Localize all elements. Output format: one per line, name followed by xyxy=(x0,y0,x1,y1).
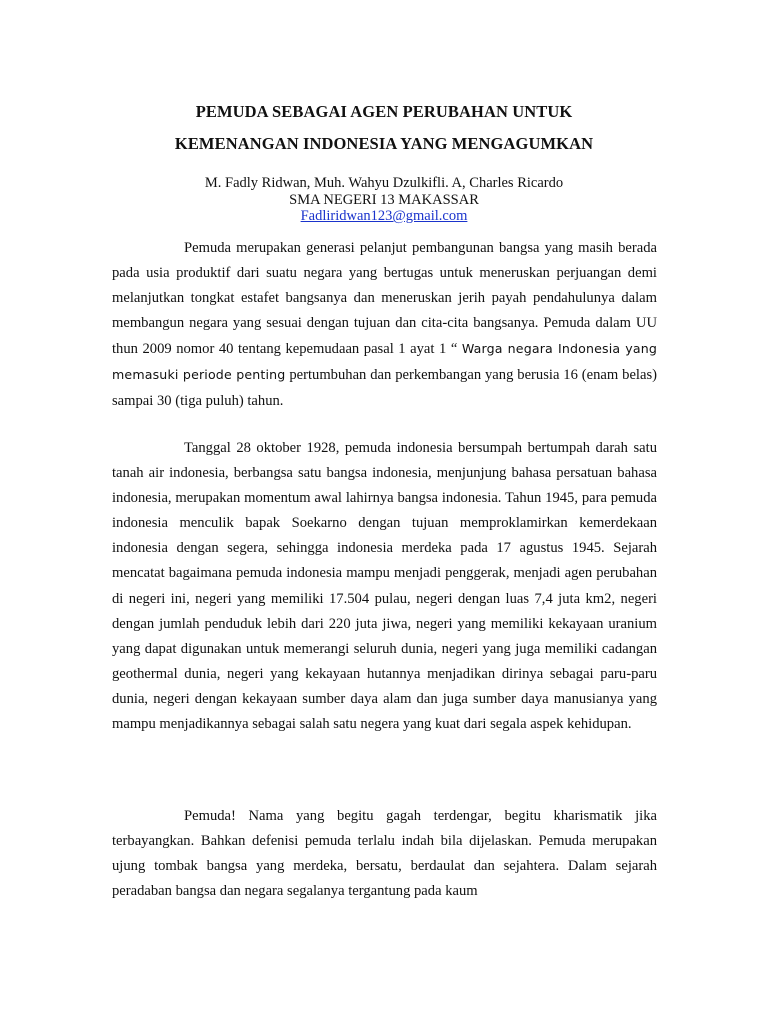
paragraph-2 xyxy=(112,436,657,737)
paragraph-1-text-a: Pemuda merupakan generasi pelanjut pembangunan bangsa yang masih berada pada usia produktif dari suatu negara yang bertugas untuk meneruskan perjuangan demi melanjutkan tongkat estafet bangsanya dan meneruskan jerih payah pendahulunya dalam membangun negara yang sesuai dengan tujuan dan cita-cita bangsanya. Pemuda dalam UU thun 2009 nomor 40 tentang kepemudaan pasal 1 ayat 1 “ xyxy=(112,240,657,358)
paragraph-2-text: Tanggal 28 oktober 1928, pemuda indonesia bersumpah bertumpah darah satu tanah air indonesia, berbangsa satu bangsa indonesia, menjunjung bahasa persatuan bahasa indonesia, merupakan momentum awal lahirnya bangsa indonesia. Tahun 1945, para pemuda indonesia menculik bapak Soekarno dengan tujuan memproklamirkan kemerdekaan indonesia dengan segera, sehingga indonesia merdeka pada 17 agustus 1945. Sejarah mencatat bagaimana pemuda indonesia mampu menjadi penggerak, menjadi agen perubahan di negeri ini, negeri yang memiliki 17.504 pulau, negeri dengan luas 7,4 juta km2, negeri dengan jumlah penduduk lebih dari 220 juta jiwa, negeri yang memiliki kekayaan uranium yang dapat digunakan untuk memerangi seluruh dunia, negeri yang juga memiliki cadangan geothermal dunia, negeri yang kekayaan hutannya menjadikan dirinya sebagai paru-paru dunia, negeri dengan kekayaan sumber daya alam dan juga sumber daya manusianya yang mampu menjadikannya sebagai salah satu negera yang kuat dari segala aspek kehidupan. xyxy=(112,440,657,733)
title-line-1: PEMUDA SEBAGAI AGEN PERUBAHAN UNTUK xyxy=(195,102,573,121)
paragraph-1-text-c: pertumbuhan dan perkembangan yang berusia 16 (enam belas) sampai 30 (tiga puluh) tahun. xyxy=(112,367,658,409)
paper-title xyxy=(0,96,768,160)
author-names: M. Fadly Ridwan, Muh. Wahyu Dzulkifli. A, Charles Ricardo xyxy=(204,175,564,191)
paragraph-1-quote: Warga negara Indonesia yang memasuki periode penting xyxy=(112,341,657,383)
school-name: SMA NEGERI 13 MAKASSAR xyxy=(289,191,479,208)
author-email-link[interactable]: Fadliridwan123@gmail.com xyxy=(300,208,468,224)
title-line-2: KEMENANGAN INDONESIA YANG MENGAGUMKAN xyxy=(174,134,594,153)
paragraph-3 xyxy=(112,804,657,904)
paragraph-3-text: Pemuda! Nama yang begitu gagah terdengar, begitu kharismatik jika terbayangkan. Bahkan defenisi pemuda terlalu indah bila dijelaskan. Pemuda merupakan ujung tombak bangsa yang merdeka, bersatu, berdaulat dan sejahtera. Dalam sejarah peradaban bangsa dan negara segalanya tergantung pada kaum xyxy=(112,808,657,900)
author-block xyxy=(0,175,768,225)
paragraph-1 xyxy=(112,236,657,414)
